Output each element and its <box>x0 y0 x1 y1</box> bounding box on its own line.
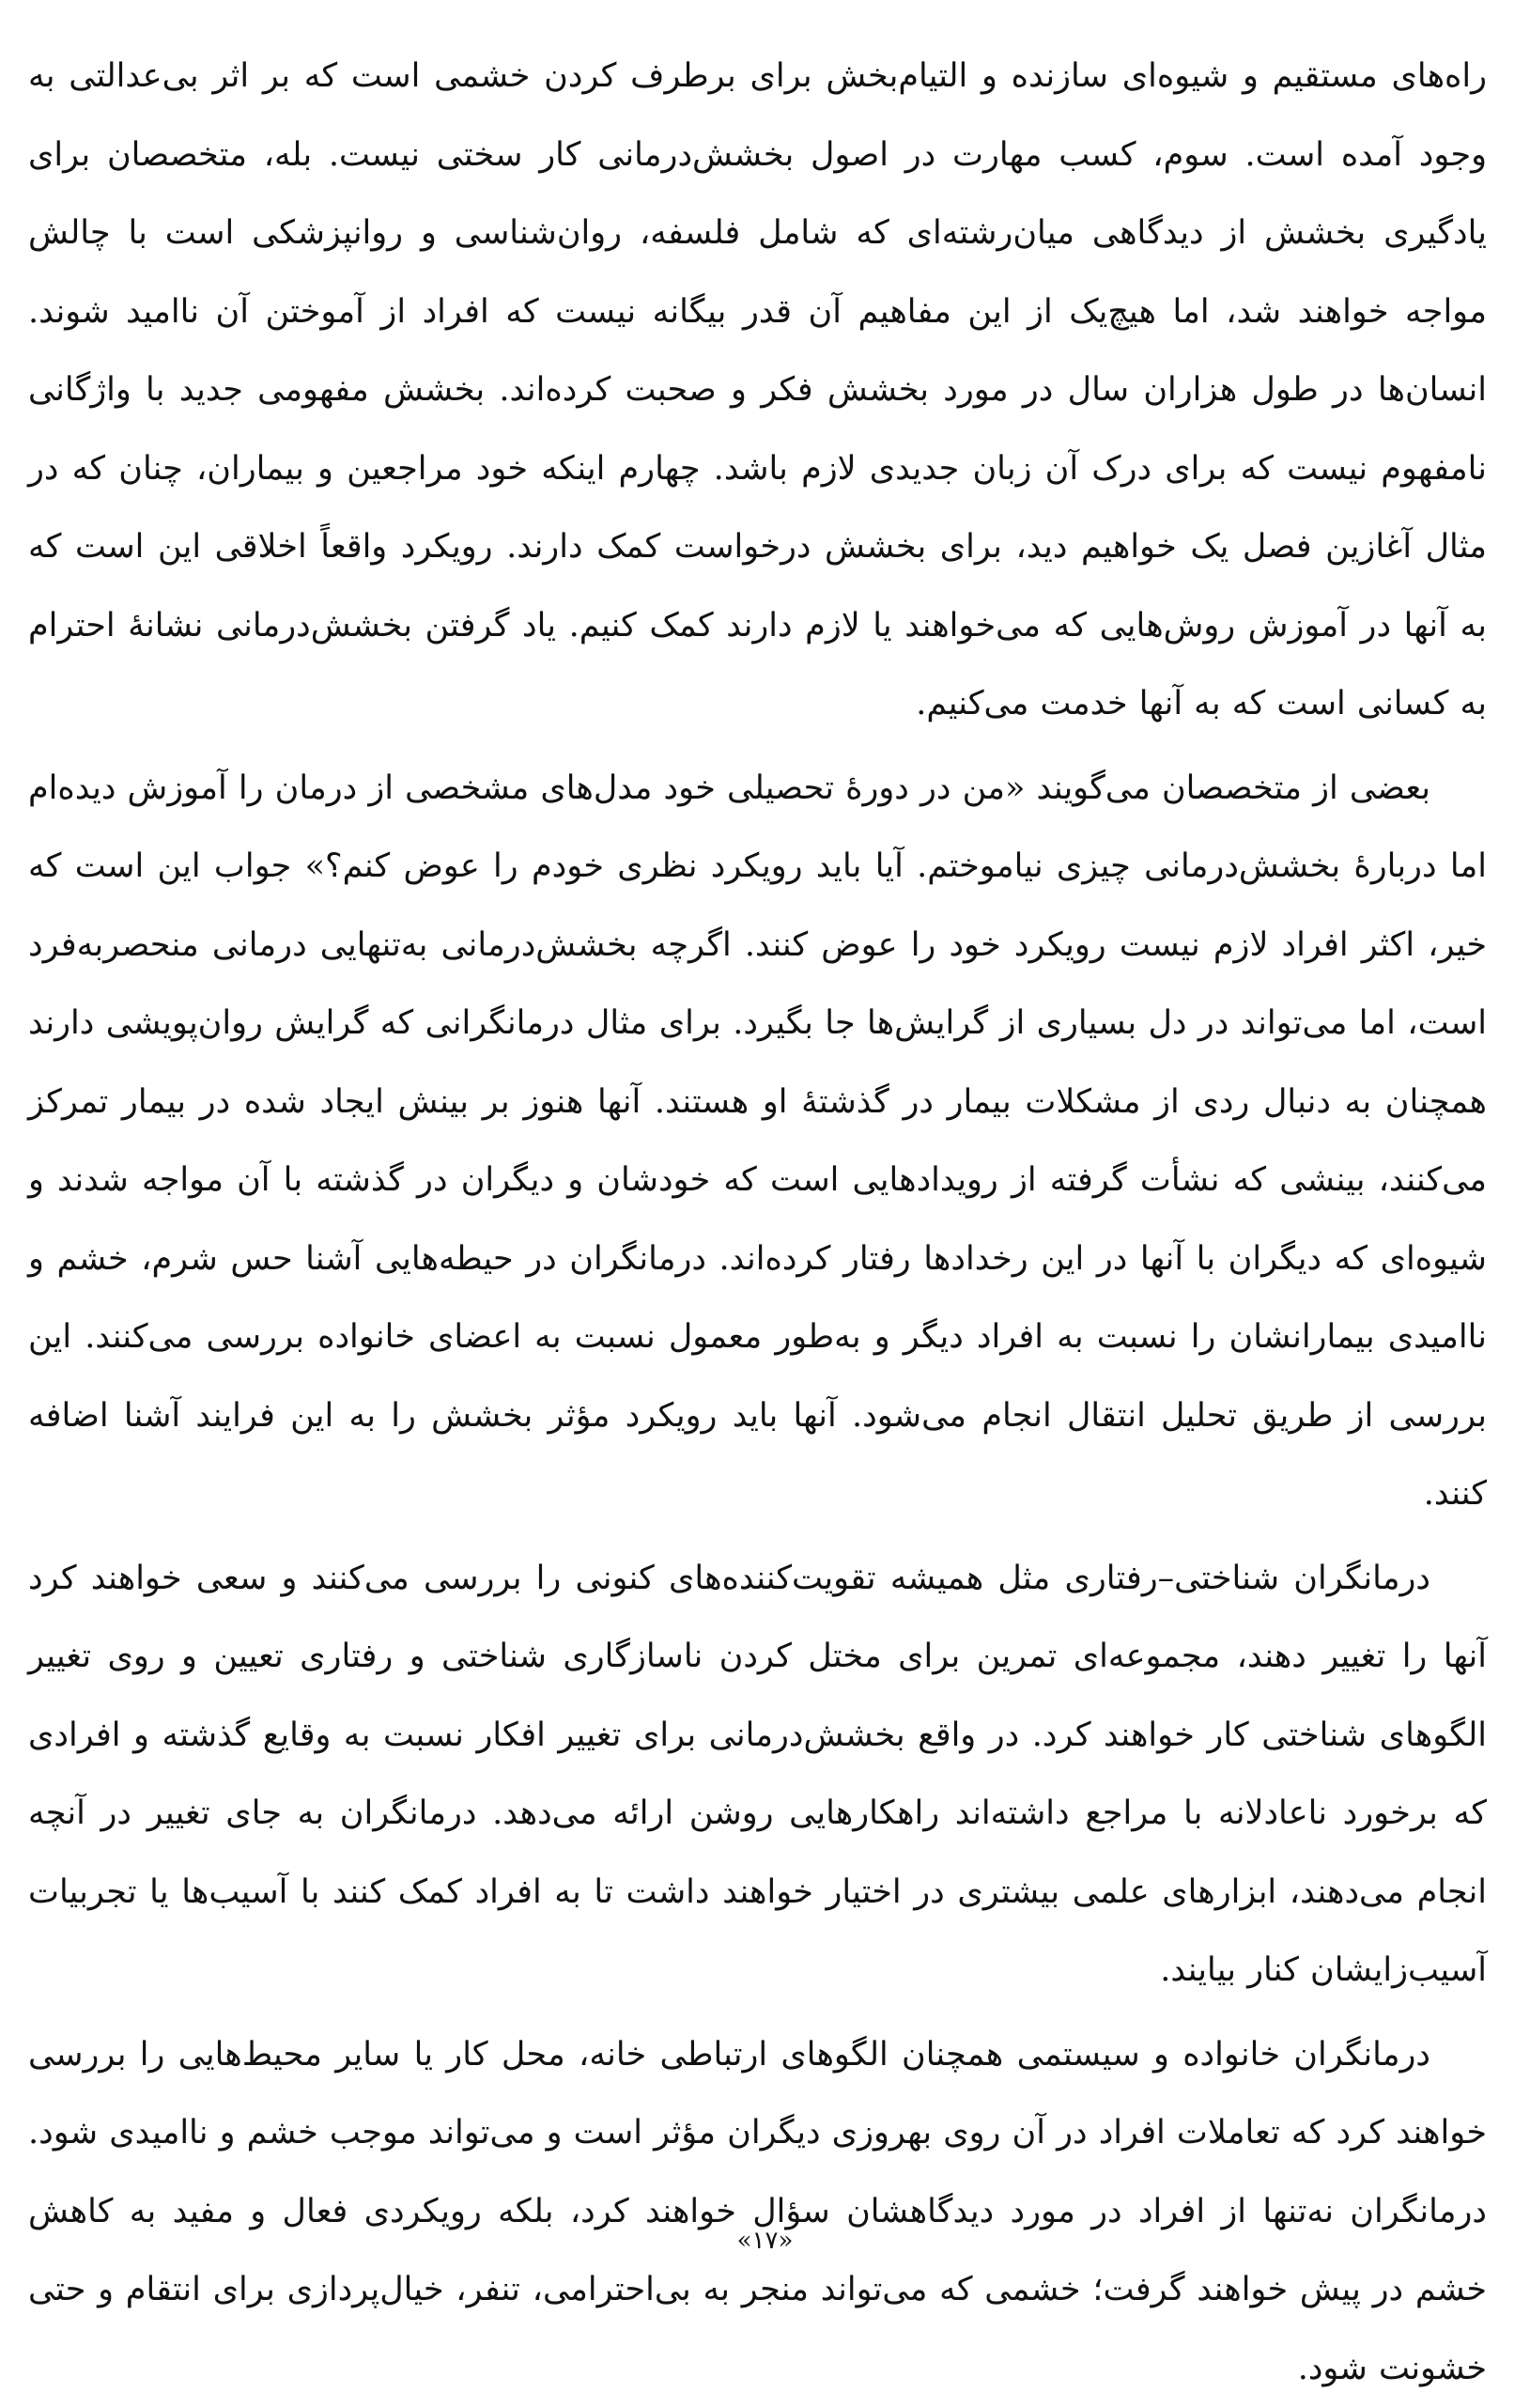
paragraph-3: درمانگران شناختی–رفتاری مثل همیشه تقویت‌کننده‌های کنونی را بررسی می‌کنند و سعی خواهند کرد آنها را تغییر دهند، مجموعه‌ای تمرین برای مختل کردن ناسازگاری شناختی و رفتاری تعیین و روی تغییر الگوهای شناختی کار خواهند کرد. در واقع بخشش‌درمانی برای تغییر افکار نسبت به وقایع گذشته و افرادی که برخورد ناعادلانه با مراجع داشته‌اند راهکارهایی روشن ارائه می‌دهد. درمانگران به جای تغییر در آنچه انجام می‌دهند، ابزارهای علمی بیشتری در اختیار خواهند داشت تا به افراد کمک کنند با آسیب‌ها یا تجربیات آسیب‌زایشان کنار بیایند. <box>28 1540 1487 2011</box>
paragraph-2: بعضی از متخصصان می‌گویند «من در دورهٔ تحصیلی خود مدل‌های مشخصی از درمان را آموزش دیده‌ام اما دربارهٔ بخشش‌درمانی چیزی نیاموختم. آیا باید رویکرد نظری خودم را عوض کنم؟» جواب این است که خیر، اکثر افراد لازم نیست رویکرد خود را عوض کنند. اگرچه بخشش‌درمانی به‌تنهایی درمانی منحصربه‌فرد است، اما می‌تواند در دل بسیاری از گرایش‌ها جا بگیرد. برای مثال درمانگرانی که گرایش روان‌پویشی دارند همچنان به دنبال ردی از مشکلات بیمار در گذشتهٔ او هستند. آنها هنوز بر بینش ایجاد شده در بیمار تمرکز می‌کنند، بینشی که نشأت گرفته از رویدادهایی است که خودشان و دیگران در گذشته با آن مواجه شدند و شیوه‌ای که دیگران با آنها در این رخدادها رفتار کرده‌اند. درمانگران در حیطه‌هایی آشنا حس شرم، خشم و ناامیدی بیمارانشان را نسبت به افراد دیگر و به‌طور معمول نسبت به اعضای خانواده بررسی می‌کنند. این بررسی از طریق تحلیل انتقال انجام می‌شود. آنها باید رویکرد مؤثر بخشش را به این فرایند آشنا اضافه کنند. <box>28 750 1487 1534</box>
page-number: «۱۷» <box>0 2227 1530 2255</box>
paragraph-1: راه‌های مستقیم و شیوه‌ای سازنده و التیام‌بخش برای برطرف کردن خشمی است که بر اثر بی‌عدالتی به وجود آمده است. سوم، کسب مهارت در اصول بخشش‌درمانی کار سختی نیست. بله، متخصصان برای یادگیری بخشش از دیدگاهی میان‌رشته‌ای که شامل فلسفه، روان‌شناسی و روانپزشکی است با چالش مواجه خواهند شد، اما هیچ‌یک از این مفاهیم آن قدر بیگانه نیست که افراد از آموختن آن ناامید شوند. انسان‌ها در طول هزاران سال در مورد بخشش فکر و صحبت کرده‌اند. بخشش مفهومی جدید با واژگانی نامفهوم نیست که برای درک آن زبان جدیدی لازم باشد. چهارم اینکه خود مراجعین و بیماران، چنان که در مثال آغازین فصل یک خواهیم دید، برای بخشش درخواست کمک دارند. رویکرد واقعاً اخلاقی این است که به آنها در آموزش روش‌هایی که می‌خواهند یا لازم دارند کمک کنیم. یاد گرفتن بخشش‌درمانی نشانهٔ احترام به کسانی است که به آنها خدمت می‌کنیم. <box>28 38 1487 744</box>
page-body <box>28 38 1487 2198</box>
paragraph-4: درمانگران خانواده و سیستمی همچنان الگوهای ارتباطی خانه، محل کار یا سایر محیط‌هایی را بررسی خواهند کرد که تعاملات افراد در آن روی بهروزی دیگران مؤثر است و می‌تواند موجب خشم و ناامیدی شود. درمانگران نه‌تنها از افراد در مورد دیدگاهشان سؤال خواهند کرد، بلکه رویکردی فعال و مفید به کاهش خشم در پیش خواهند گرفت؛ خشمی که می‌تواند منجر به بی‌احترامی، تنفر، خیال‌پردازی برای انتقام و حتی خشونت شود. <box>28 2016 1487 2408</box>
